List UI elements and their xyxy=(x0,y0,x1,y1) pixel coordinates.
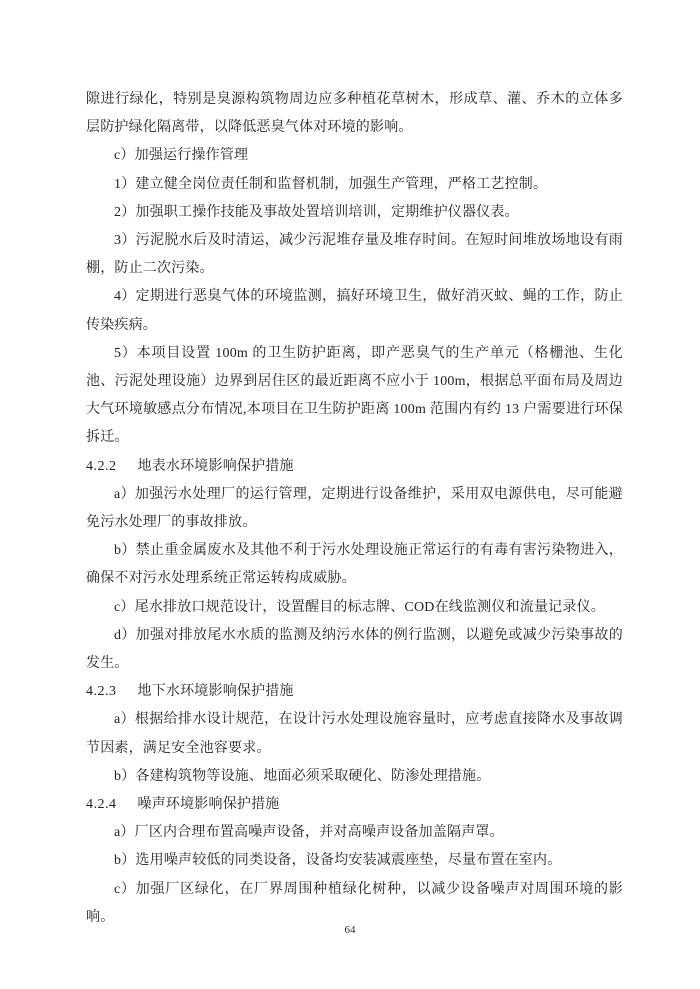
paragraph-item-a2: a）根据给排水设计规范，在设计污水处理设施容量时，应考虑直接降水及事故调节因素，满足安全池容要求。 xyxy=(86,712,623,756)
paragraph-item-2: 2）加强职工操作技能及事故处置培训培训，定期维护仪器仪表。 xyxy=(114,204,519,220)
section-number: 4.2.2 xyxy=(86,458,117,474)
paragraph-continuation: 隙进行绿化，特别是臭源构筑物周边应多种植花草树木，形成草、灌、乔木的立体多层防护绿化隔离带，以降低恶臭气体对环境的影响。 xyxy=(86,92,623,136)
paragraph-item-b3: b）选用噪声较低的同类设备，设备均安装减震座垫，尽量布置在室内。 xyxy=(114,853,562,869)
paragraph-item-c2: c）尾水排放口规范设计，设置醒目的标志牌、COD在线监测仪和流量记录仪。 xyxy=(114,599,605,615)
section-heading-4-2-3 xyxy=(86,678,623,706)
paragraph-item-1: 1）建立健全岗位责任制和监督机制，加强生产管理，严格工艺控制。 xyxy=(114,176,548,192)
section-title: 噪声环境影响保护措施 xyxy=(137,797,280,813)
section-number: 4.2.4 xyxy=(86,797,117,813)
paragraph-item-c: c）加强运行操作管理 xyxy=(114,148,249,164)
page-number: 64 xyxy=(344,924,356,936)
section-title: 地下水环境影响保护措施 xyxy=(137,684,294,700)
paragraph-item-b: b）禁止重金属废水及其他不利于污水处理设施正常运行的有毒有害污染物进入，确保不对污水处理系统正常运转构成威胁。 xyxy=(86,543,623,587)
paragraph-item-c3: c）加强厂区绿化，在厂界周围种植绿化树种，以减少设备噪声对周围环境的影响。 xyxy=(86,881,623,925)
paragraph-item-d: d）加强对排放尾水水质的监测及纳污水体的例行监测，以避免或减少污染事故的发生。 xyxy=(86,627,623,672)
paragraph-item-a3: a）厂区内合理布置高噪声设备，并对高噪声设备加盖隔声罩。 xyxy=(114,825,504,841)
paragraph-item-b2: b）各建构筑物等设施、地面必须采取硬化、防渗处理措施。 xyxy=(114,768,491,784)
paragraph-item-a: a）加强污水处理厂的运行管理，定期进行设备维护，采用双电源供电，尽可能避免污水处理厂的事故排放。 xyxy=(86,486,623,531)
document-body xyxy=(86,86,623,932)
section-number: 4.2.3 xyxy=(86,684,117,700)
section-heading-4-2-2 xyxy=(86,453,623,481)
paragraph-item-5: 5）本项目设置 100m 的卫生防护距离，即产恶臭气的生产单元（格栅池、生化池、污泥处理设施）边界到居住区的最近距离不应小于 100m，根据总平面布局及周边大气环境敏感点分布情况,本项目在卫生防护距离 100m 范围内有约 13 户需要进行环保拆迁。 xyxy=(86,345,623,446)
section-heading-4-2-4 xyxy=(86,791,623,819)
paragraph-item-3: 3）污泥脱水后及时清运，减少污泥堆存量及堆存时间。在短时间堆放场地设有雨棚，防止二次污染。 xyxy=(86,233,623,277)
section-title: 地表水环境影响保护措施 xyxy=(137,458,294,474)
paragraph-item-4: 4）定期进行恶臭气体的环境监测，搞好环境卫生，做好消灭蚊、蝇的工作，防止传染疾病。 xyxy=(86,289,623,333)
